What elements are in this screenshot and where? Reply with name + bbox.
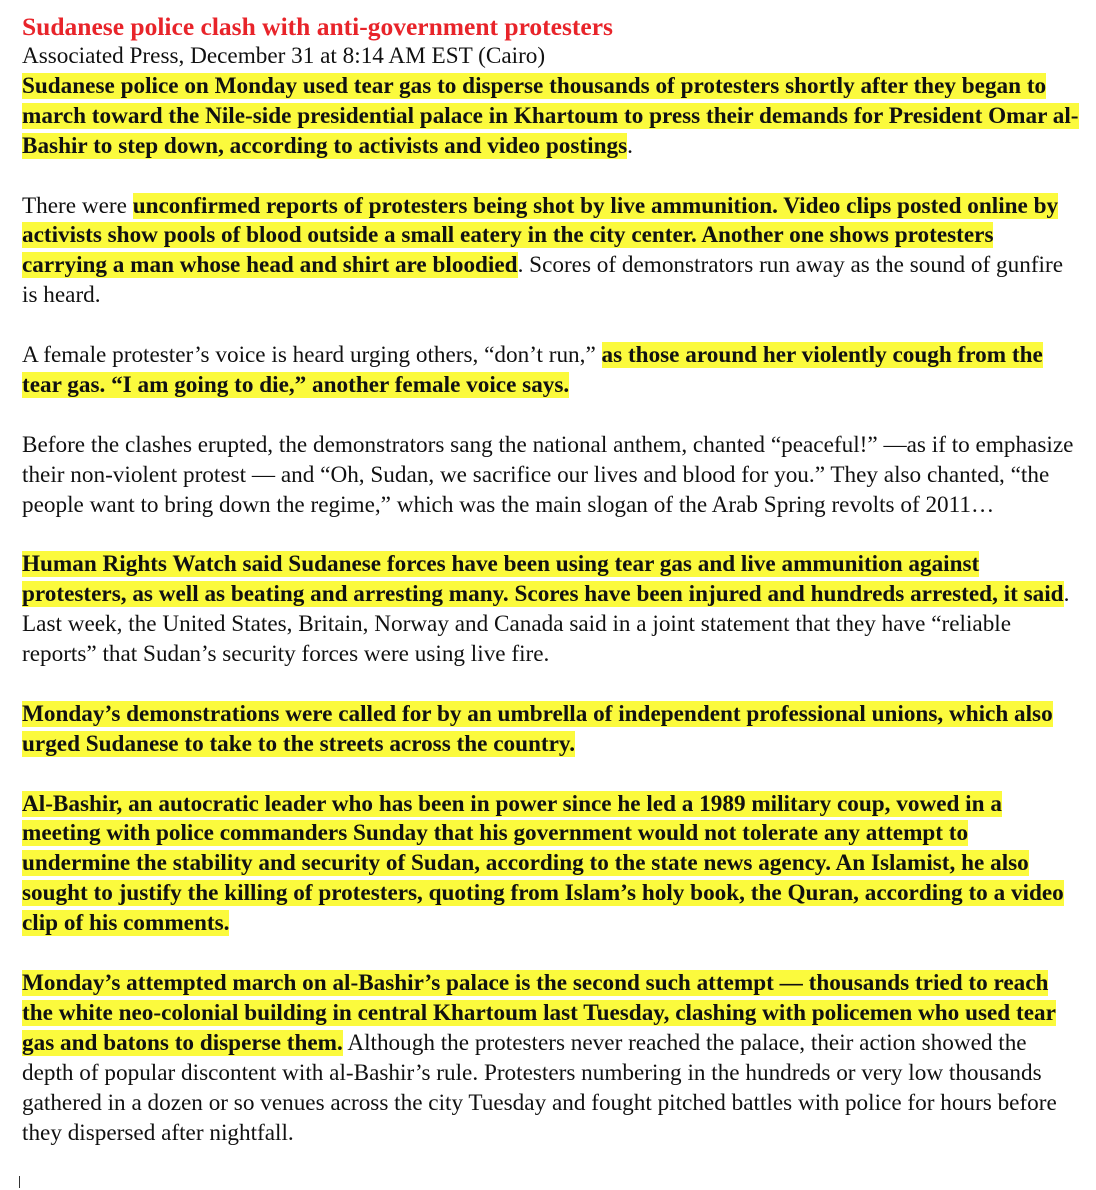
paragraph-text: Although the protesters never reached the palace, their action showed the depth of popular discontent with al-Bashir’s rule. Protesters numbering in the hundreds or very low thousands gathered in a dozen or so venues across the city Tuesday and fought pitched battles with police for hours before they dispersed after nightfall.	[22, 1029, 1057, 1146]
highlighted-text: Monday’s attempted march on al-Bashir’s palace is the second such attempt — thousands tried to reach the white neo-colonial building in central Khartoum last Tuesday, clashing with policemen who used tear gas and batons to disperse them.	[22, 969, 1056, 1056]
highlighted-text: Sudanese police on Monday used tear gas to disperse thousands of protesters shortly after they began to march toward the Nile-side presidential palace in Khartoum to press their demands for President Omar al-Bashir to step down, according to activists and video postings	[22, 72, 1079, 159]
article-paragraph	[22, 550, 1080, 670]
paragraph-text: . Scores of demonstrators run away as the sound of gunfire is heard.	[22, 252, 1063, 309]
article-body	[22, 72, 1080, 1149]
paragraph-text: . Last week, the United States, Britain, Norway and Canada said in a joint statement that they have “reliable reports” that Sudan’s security forces were using live fire.	[22, 581, 1070, 668]
article-paragraph	[22, 72, 1080, 162]
highlighted-text: unconfirmed reports of protesters being shot by live ammunition. Video clips posted online by activists show pools of blood outside a small eatery in the city center. Another one shows protesters carrying a man whose head and shirt are bloodied	[22, 192, 1059, 279]
article-paragraph	[22, 192, 1080, 312]
article-title: Sudanese police clash with anti-government protesters	[22, 12, 613, 41]
article-paragraph	[22, 790, 1080, 940]
highlighted-text: Monday’s demonstrations were called for by an umbrella of independent professional unions, which also urged Sudanese to take to the streets across the country.	[22, 700, 1053, 757]
article-paragraph	[22, 969, 1080, 1148]
article-byline: Associated Press, December 31 at 8:14 AM EST (Cairo)	[22, 43, 546, 69]
paragraph-text: There were	[22, 192, 133, 219]
article-paragraph	[22, 431, 1080, 521]
highlighted-text: Al-Bashir, an autocratic leader who has been in power since he led a 1989 military coup, vowed in a meeting with police commanders Sunday that his government would not tolerate any attempt to undermine the stability and security of Sudan, according to the state news agency. An Islamist, he also sought to justify the killing of protesters, quoting from Islam’s holy book, the Quran, according to a video clip of his comments.	[22, 790, 1064, 937]
paragraph-text: .	[627, 132, 633, 159]
paragraph-text: Before the clashes erupted, the demonstrators sang the national anthem, chanted “peaceful!” —as if to emphasize their non-violent protest — and “Oh, Sudan, we sacrifice our lives and blood for you.” They also chanted, “the people want to bring down the regime,” which was the main slogan of the Arab Spring revolts of 2011…	[22, 431, 1074, 518]
paragraph-text: A female protester’s voice is heard urging others, “don’t run,”	[22, 342, 602, 369]
article-paragraph	[22, 341, 1080, 401]
article	[22, 12, 1080, 1178]
highlighted-text: Human Rights Watch said Sudanese forces have been using tear gas and live ammunition against protesters, as well as beating and arresting many. Scores have been injured and hundreds arrested, it said	[22, 551, 1064, 608]
highlighted-text: as those around her violently cough from the tear gas. “I am going to die,” another female voice says.	[22, 342, 1043, 398]
text-cursor	[19, 1176, 20, 1188]
article-paragraph	[22, 700, 1080, 760]
